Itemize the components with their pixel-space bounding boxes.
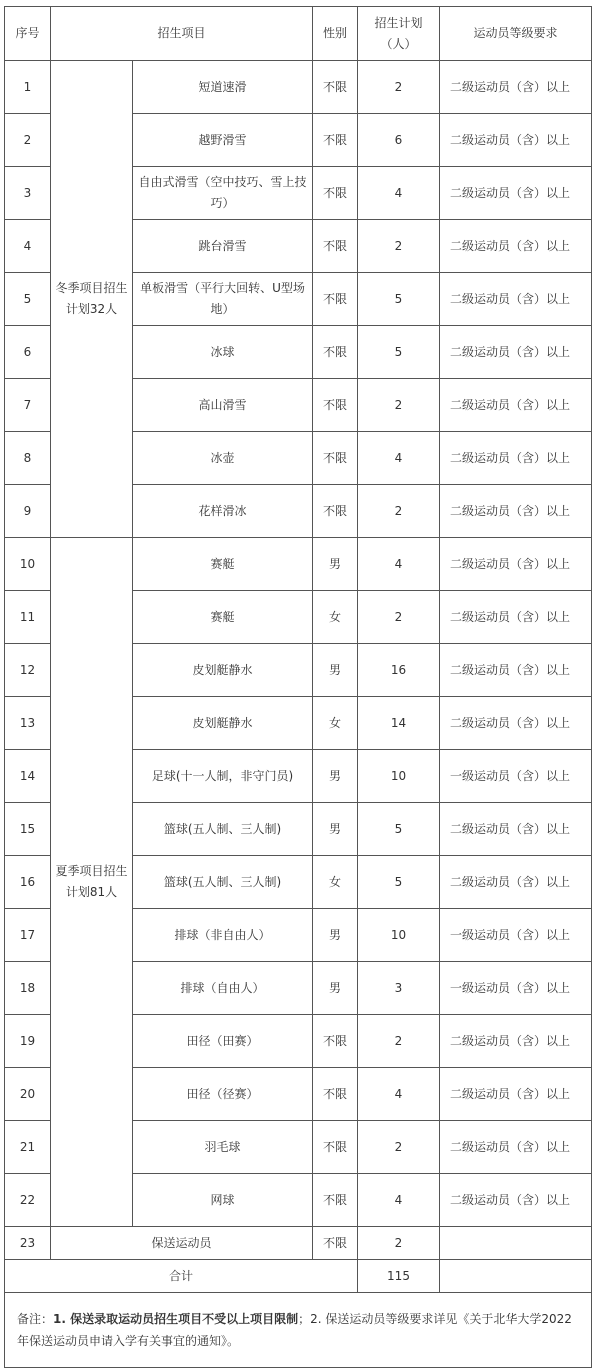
row-requirement: 二级运动员（含）以上 bbox=[440, 220, 592, 273]
row-project: 足球(十一人制，非守门员) bbox=[133, 750, 313, 803]
row-count: 4 bbox=[358, 167, 440, 220]
row-requirement: 二级运动员（含）以上 bbox=[440, 591, 592, 644]
table-row bbox=[5, 61, 592, 114]
row-project: 高山滑雪 bbox=[133, 379, 313, 432]
row-project: 皮划艇静水 bbox=[133, 697, 313, 750]
row-no: 22 bbox=[5, 1174, 51, 1227]
row-count: 4 bbox=[358, 1068, 440, 1121]
row-project: 田径（径赛） bbox=[133, 1068, 313, 1121]
note-row bbox=[5, 1293, 592, 1368]
row-no: 20 bbox=[5, 1068, 51, 1121]
row-no: 13 bbox=[5, 697, 51, 750]
row-requirement bbox=[440, 1227, 592, 1260]
total-requirement bbox=[440, 1260, 592, 1293]
row-gender: 不限 bbox=[313, 220, 358, 273]
summer-group-label: 夏季项目招生计划81人 bbox=[51, 538, 133, 1227]
row-project: 赛艇 bbox=[133, 591, 313, 644]
row-requirement: 二级运动员（含）以上 bbox=[440, 379, 592, 432]
row-no: 4 bbox=[5, 220, 51, 273]
row-no: 9 bbox=[5, 485, 51, 538]
row-count: 14 bbox=[358, 697, 440, 750]
row-project: 单板滑雪（平行大回转、U型场地） bbox=[133, 273, 313, 326]
note-bold: 1. 保送录取运动员招生项目不受以上项目限制 bbox=[53, 1312, 299, 1326]
row-no: 17 bbox=[5, 909, 51, 962]
row-gender: 不限 bbox=[313, 1015, 358, 1068]
row-project: 冰壶 bbox=[133, 432, 313, 485]
row-count: 2 bbox=[358, 61, 440, 114]
row-no: 1 bbox=[5, 61, 51, 114]
row-requirement: 二级运动员（含）以上 bbox=[440, 1121, 592, 1174]
row-count: 4 bbox=[358, 538, 440, 591]
row-gender: 男 bbox=[313, 750, 358, 803]
row-requirement: 二级运动员（含）以上 bbox=[440, 1068, 592, 1121]
row-gender: 不限 bbox=[313, 326, 358, 379]
row-requirement: 二级运动员（含）以上 bbox=[440, 856, 592, 909]
row-no: 6 bbox=[5, 326, 51, 379]
row-gender: 不限 bbox=[313, 1068, 358, 1121]
row-gender: 女 bbox=[313, 697, 358, 750]
row-requirement: 二级运动员（含）以上 bbox=[440, 1174, 592, 1227]
table-header-row bbox=[5, 7, 592, 61]
row-project: 保送运动员 bbox=[51, 1227, 313, 1260]
row-count: 2 bbox=[358, 220, 440, 273]
row-requirement: 二级运动员（含）以上 bbox=[440, 167, 592, 220]
row-gender: 不限 bbox=[313, 485, 358, 538]
row-gender: 不限 bbox=[313, 114, 358, 167]
row-gender: 男 bbox=[313, 803, 358, 856]
row-gender: 女 bbox=[313, 856, 358, 909]
row-project: 田径（田赛） bbox=[133, 1015, 313, 1068]
row-no: 7 bbox=[5, 379, 51, 432]
row-no: 18 bbox=[5, 962, 51, 1015]
row-requirement: 二级运动员（含）以上 bbox=[440, 538, 592, 591]
row-no: 21 bbox=[5, 1121, 51, 1174]
row-count: 6 bbox=[358, 114, 440, 167]
row-gender: 不限 bbox=[313, 432, 358, 485]
row-project: 篮球(五人制、三人制) bbox=[133, 856, 313, 909]
row-no: 19 bbox=[5, 1015, 51, 1068]
row-gender: 男 bbox=[313, 644, 358, 697]
row-requirement: 二级运动员（含）以上 bbox=[440, 273, 592, 326]
row-no: 3 bbox=[5, 167, 51, 220]
row-requirement: 二级运动员（含）以上 bbox=[440, 432, 592, 485]
row-project: 赛艇 bbox=[133, 538, 313, 591]
row-gender: 不限 bbox=[313, 1174, 358, 1227]
row-count: 10 bbox=[358, 909, 440, 962]
row-no: 10 bbox=[5, 538, 51, 591]
row-count: 3 bbox=[358, 962, 440, 1015]
row-no: 12 bbox=[5, 644, 51, 697]
row-project: 皮划艇静水 bbox=[133, 644, 313, 697]
row-count: 5 bbox=[358, 803, 440, 856]
row-requirement: 一级运动员（含）以上 bbox=[440, 909, 592, 962]
winter-group-label: 冬季项目招生计划32人 bbox=[51, 61, 133, 538]
row-requirement: 一级运动员（含）以上 bbox=[440, 962, 592, 1015]
row-gender: 不限 bbox=[313, 1121, 358, 1174]
row-count: 5 bbox=[358, 856, 440, 909]
header-plan: 招生计划（人） bbox=[358, 7, 440, 61]
row-project: 跳台滑雪 bbox=[133, 220, 313, 273]
row-count: 10 bbox=[358, 750, 440, 803]
header-project: 招生项目 bbox=[51, 7, 313, 61]
row-requirement: 二级运动员（含）以上 bbox=[440, 114, 592, 167]
table-row bbox=[5, 538, 592, 591]
header-requirement: 运动员等级要求 bbox=[440, 7, 592, 61]
row-count: 4 bbox=[358, 1174, 440, 1227]
row-count: 2 bbox=[358, 485, 440, 538]
enrollment-table bbox=[4, 6, 592, 1368]
row-project: 羽毛球 bbox=[133, 1121, 313, 1174]
total-row bbox=[5, 1260, 592, 1293]
note-text bbox=[5, 1293, 592, 1368]
row-no: 8 bbox=[5, 432, 51, 485]
row-gender: 不限 bbox=[313, 273, 358, 326]
row-gender: 女 bbox=[313, 591, 358, 644]
row-count: 2 bbox=[358, 591, 440, 644]
row-project: 排球（自由人） bbox=[133, 962, 313, 1015]
row-count: 16 bbox=[358, 644, 440, 697]
row-no: 2 bbox=[5, 114, 51, 167]
row-gender: 不限 bbox=[313, 167, 358, 220]
row-gender: 不限 bbox=[313, 1227, 358, 1260]
row-count: 2 bbox=[358, 1227, 440, 1260]
row-no: 5 bbox=[5, 273, 51, 326]
row-count: 5 bbox=[358, 273, 440, 326]
table-row bbox=[5, 1227, 592, 1260]
header-no: 序号 bbox=[5, 7, 51, 61]
row-gender: 男 bbox=[313, 909, 358, 962]
row-count: 2 bbox=[358, 1121, 440, 1174]
row-requirement: 二级运动员（含）以上 bbox=[440, 485, 592, 538]
row-project: 冰球 bbox=[133, 326, 313, 379]
row-gender: 男 bbox=[313, 538, 358, 591]
row-requirement: 一级运动员（含）以上 bbox=[440, 750, 592, 803]
row-requirement: 二级运动员（含）以上 bbox=[440, 803, 592, 856]
row-project: 越野滑雪 bbox=[133, 114, 313, 167]
row-count: 5 bbox=[358, 326, 440, 379]
note-prefix: 备注： bbox=[17, 1312, 54, 1326]
row-project: 花样滑冰 bbox=[133, 485, 313, 538]
header-gender: 性别 bbox=[313, 7, 358, 61]
row-no: 23 bbox=[5, 1227, 51, 1260]
row-requirement: 二级运动员（含）以上 bbox=[440, 326, 592, 379]
row-no: 16 bbox=[5, 856, 51, 909]
row-count: 2 bbox=[358, 379, 440, 432]
row-gender: 男 bbox=[313, 962, 358, 1015]
row-project: 篮球(五人制、三人制) bbox=[133, 803, 313, 856]
row-no: 11 bbox=[5, 591, 51, 644]
row-project: 短道速滑 bbox=[133, 61, 313, 114]
row-count: 2 bbox=[358, 1015, 440, 1068]
row-no: 14 bbox=[5, 750, 51, 803]
row-requirement: 二级运动员（含）以上 bbox=[440, 1015, 592, 1068]
total-count: 115 bbox=[358, 1260, 440, 1293]
row-requirement: 二级运动员（含）以上 bbox=[440, 697, 592, 750]
total-label: 合计 bbox=[5, 1260, 358, 1293]
row-requirement: 二级运动员（含）以上 bbox=[440, 61, 592, 114]
row-project: 排球（非自由人） bbox=[133, 909, 313, 962]
row-requirement: 二级运动员（含）以上 bbox=[440, 644, 592, 697]
row-project: 自由式滑雪（空中技巧、雪上技巧） bbox=[133, 167, 313, 220]
row-count: 4 bbox=[358, 432, 440, 485]
row-no: 15 bbox=[5, 803, 51, 856]
note-rest: ；2. 保送运动员等级要求详见《关于北华大学2022年保送运动员申请入学有关事宜的通知》。 bbox=[17, 1312, 572, 1348]
row-gender: 不限 bbox=[313, 61, 358, 114]
row-project: 网球 bbox=[133, 1174, 313, 1227]
row-gender: 不限 bbox=[313, 379, 358, 432]
